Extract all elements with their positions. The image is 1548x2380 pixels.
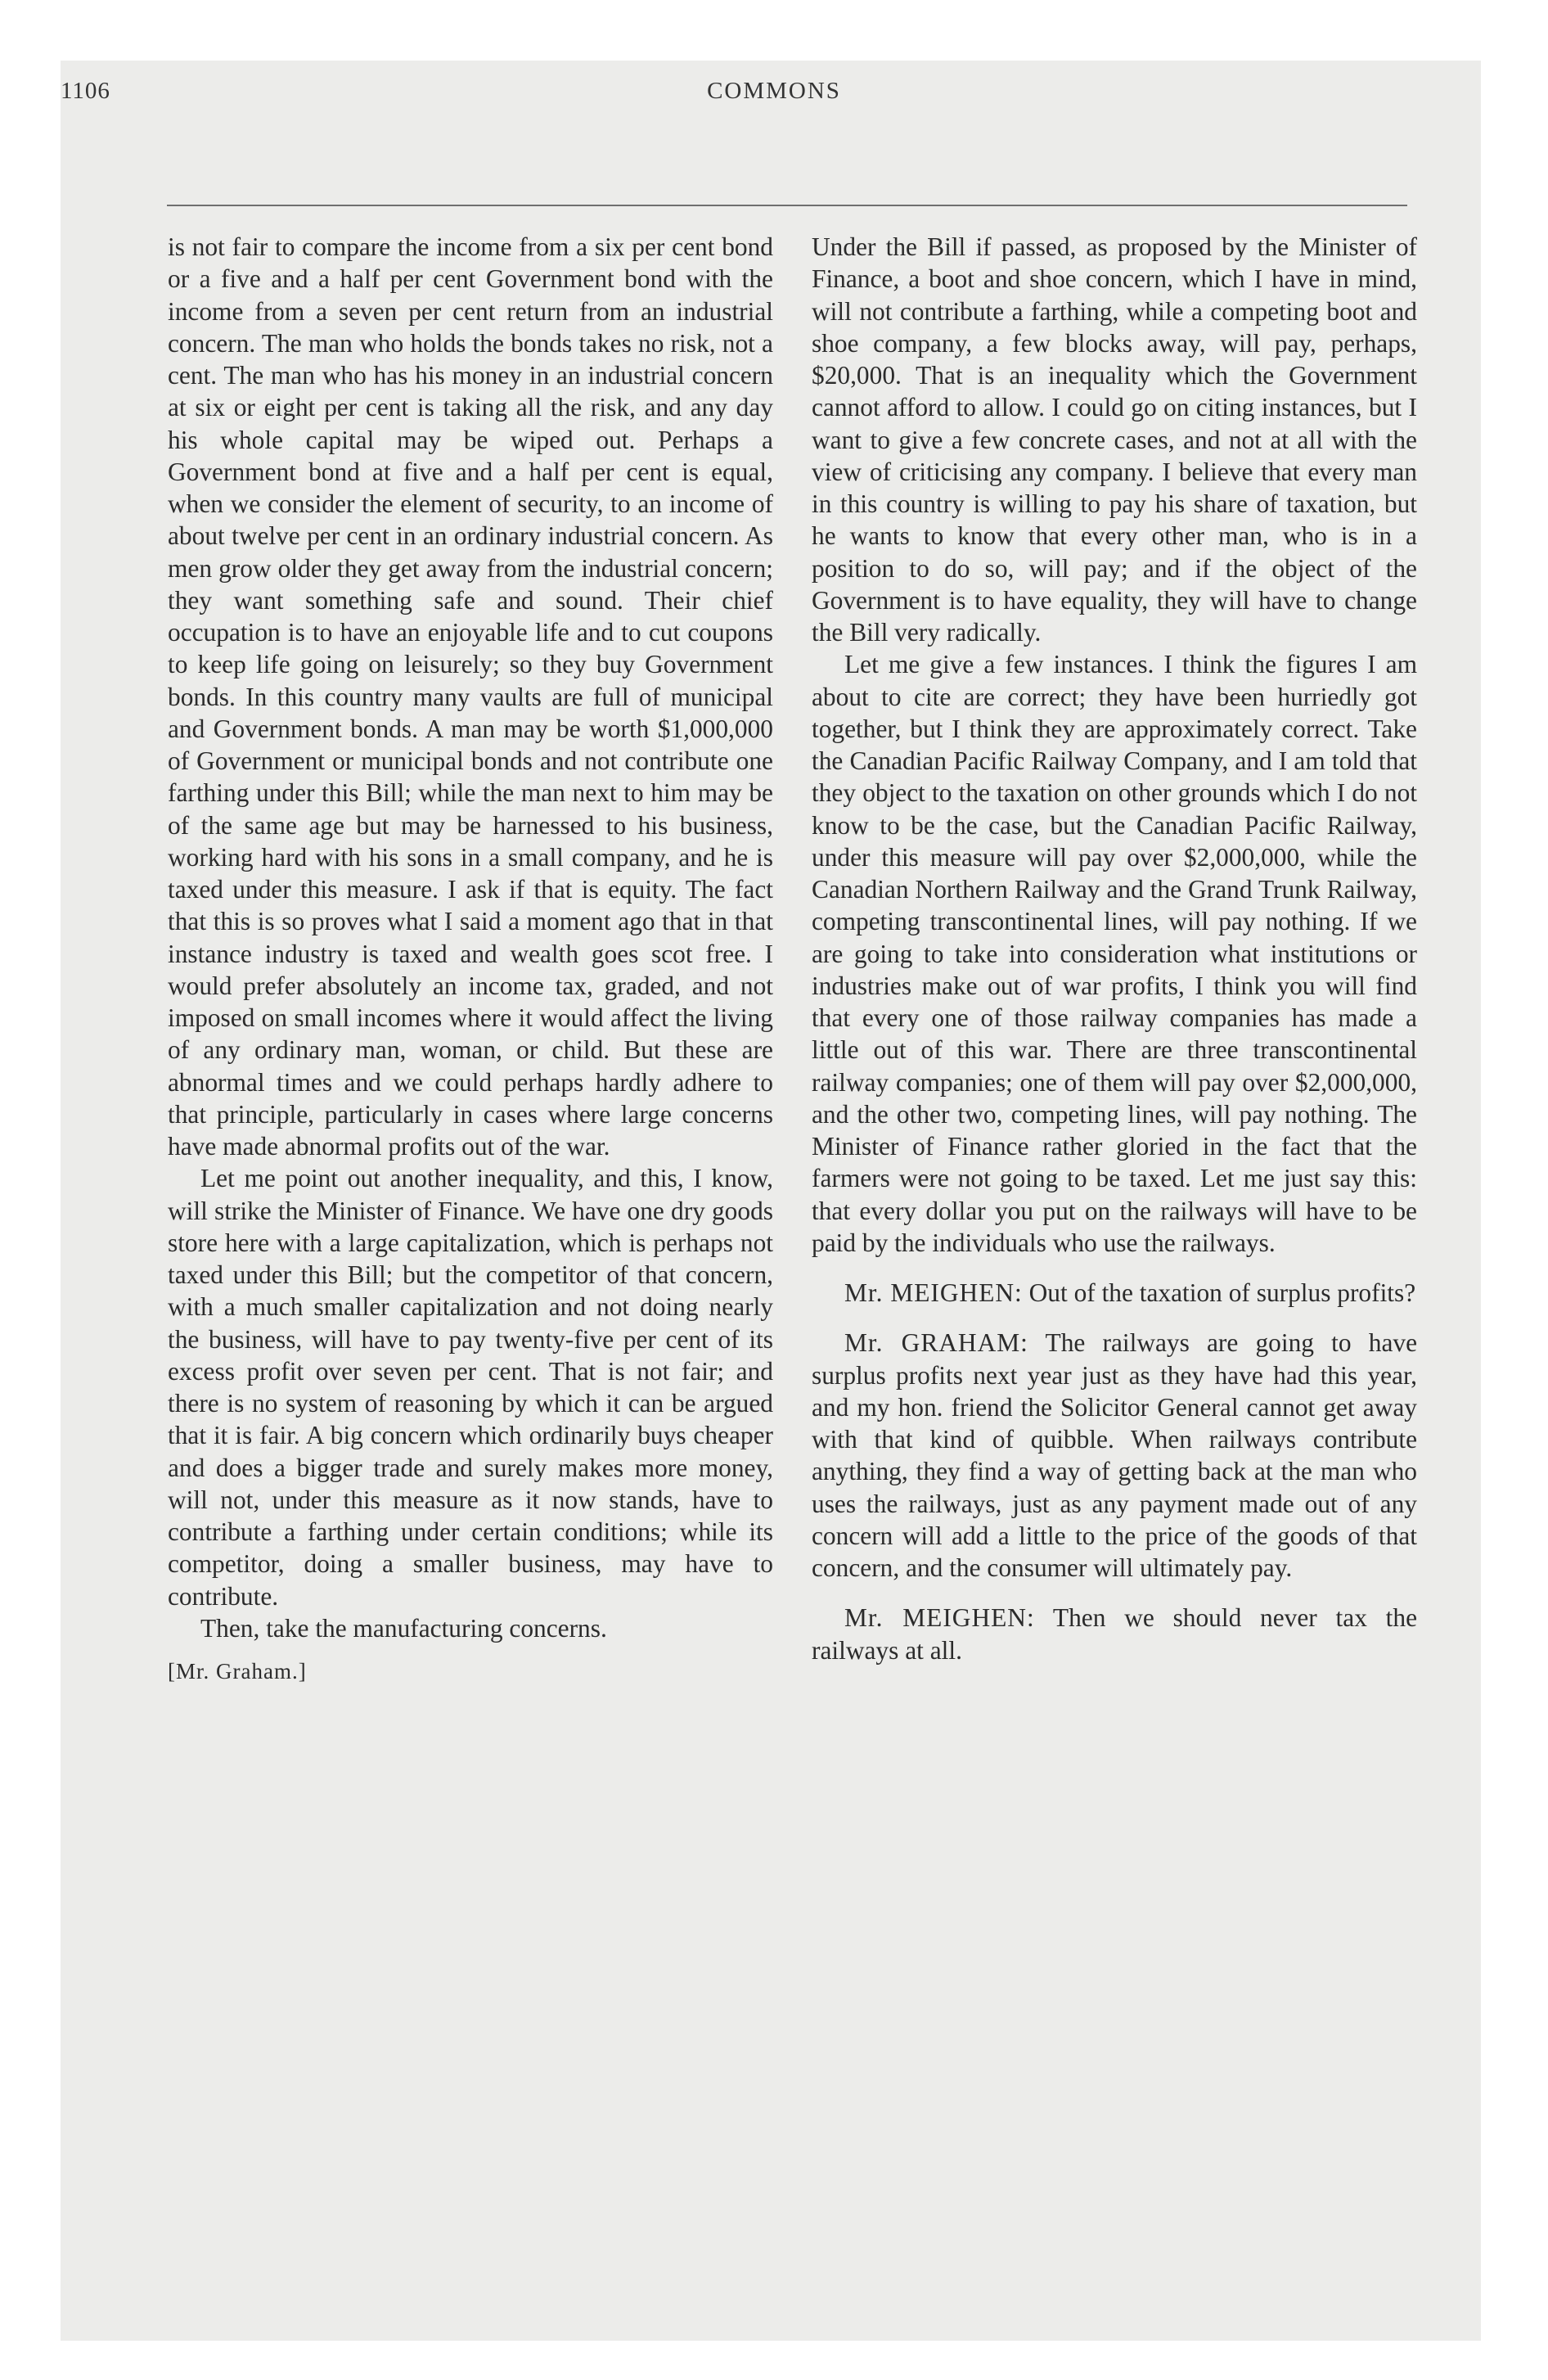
left-column	[168, 231, 773, 1688]
speech-graham	[812, 1327, 1417, 1584]
right-paragraph-2: Let me give a few instances. I think the figures I am about to cite are correct; they have been hurriedly got together, but I think they are approximately correct. Take the Canadian Pacific Railway Company, and I am told that they object to the taxation on other grounds which I do not know to be the case, but the Canadian Pacific Railway, under this measure will pay over $2,000,000, while the Canadian Northern Railway and the Grand Trunk Railway, competing transcontinental lines, will pay nothing. If we are going to take into consideration what institutions or industries make out of war profits, I think you will find that every one of those railway companies has made a little out of this war. There are three transcontinental railway companies; one of them will pay over $2,000,000, and the other two, competing lines, will pay nothing. The Minister of Finance rather gloried in the fact that the farmers were not going to be taxed. Let me just say this: that every dollar you put on the railways will have to be paid by the individuals who use the railways.	[812, 650, 1417, 1257]
speech-meighen-2	[812, 1602, 1417, 1666]
speaker-attribution: [Mr. Graham.]	[168, 1659, 307, 1684]
left-paragraph-2: Let me point out another inequality, and this, I know, will strike the Minister of Finance. We have one dry goods store here with a large capitalization, which is perhaps not taxed under this Bill; but the competitor of that concern, with a much smaller capitalization and not doing nearly the business, will have to pay twenty-five per cent of its excess profit over seven per cent. That is not fair; and there is no system of reasoning by which it can be argued that it is fair. A big concern which ordinarily buys cheaper and does a bigger trade and surely makes more money, will not, under this measure as it now stands, have to contribute a farthing under certain conditions; while its competitor, doing a smaller business, may have to contribute.	[168, 1164, 773, 1611]
header-rule	[167, 205, 1407, 206]
right-paragraph-1: Under the Bill if passed, as proposed by the Minister of Finance, a boot and shoe concern, which I have in mind, will not contribute a farthing, while a competing boot and shoe company, a few blocks away, will pay, perhaps, $20,000. That is an inequality which the Government cannot afford to allow. I could go on citing instances, but I want to give a few concrete cases, and not at all with the view of criticising any company. I believe that every man in this country is willing to pay his share of taxation, but he wants to know that every other man, who is in a position to do so, will pay; and if the object of the Government is to have equality, they will have to change the Bill very radically.	[812, 232, 1417, 647]
left-paragraph-1: is not fair to compare the income from a six per cent bond or a five and a half per cent Government bond with the income from a seven per cent return from an industrial concern. The man who holds the bonds takes no risk, not a cent. The man who has his money in an industrial concern at six or eight per cent is taking all the risk, and any day his whole capital may be wiped out. Perhaps a Government bond at five and a half per cent is equal, when we consider the element of security, to an income of about twelve per cent in an ordinary industrial concern. As men grow older they get away from the industrial concern; they want something safe and sound. Their chief occupation is to have an enjoyable life and to cut coupons to keep life going on leisurely; so they buy Government bonds. In this country many vaults are full of municipal and Government bonds. A man may be worth $1,000,000 of Government or municipal bonds and not contribute one farthing under this Bill; while the man next to him may be of the same age but may be harnessed to his business, working hard with his sons in a small company, and he is taxed under this measure. I ask if that is equity. The fact that this is so proves what I said a moment ago that in that instance industry is taxed and wealth goes scot free. I would prefer absolutely an income tax, graded, and not imposed on small incomes where it would affect the living of any ordinary man, woman, or child. But these are abnormal times and we could perhaps hardly adhere to that principle, particularly in cases where large concerns have made abnormal profits out of the war.	[168, 232, 773, 1161]
running-head: COMMONS	[707, 78, 841, 104]
speech-meighen-1	[812, 1277, 1417, 1309]
speaker-name: Mr. GRAHAM:	[844, 1328, 1028, 1358]
speaker-name: Mr. MEIGHEN:	[844, 1603, 1035, 1633]
right-column	[812, 231, 1417, 1666]
speaker-name: Mr. MEIGHEN:	[844, 1278, 1023, 1307]
speech-text: Out of the taxation of surplus profits?	[1028, 1278, 1416, 1307]
speech-text: The railways are going to have surplus profits next year just as they have had this year, and my hon. friend the Solicitor General cannot get away with that kind of quibble. When railways contribute anything, they find a way of getting back at the man who uses the railways, just as any payment made out of any concern will add a little to the price of the goods of that concern, and the consumer will ultimately pay.	[812, 1328, 1417, 1582]
speech-text: Then we should never tax the railways at all.	[812, 1603, 1418, 1665]
page-number: 1106	[61, 78, 110, 104]
left-paragraph-3: Then, take the manufacturing concerns.	[200, 1613, 607, 1643]
